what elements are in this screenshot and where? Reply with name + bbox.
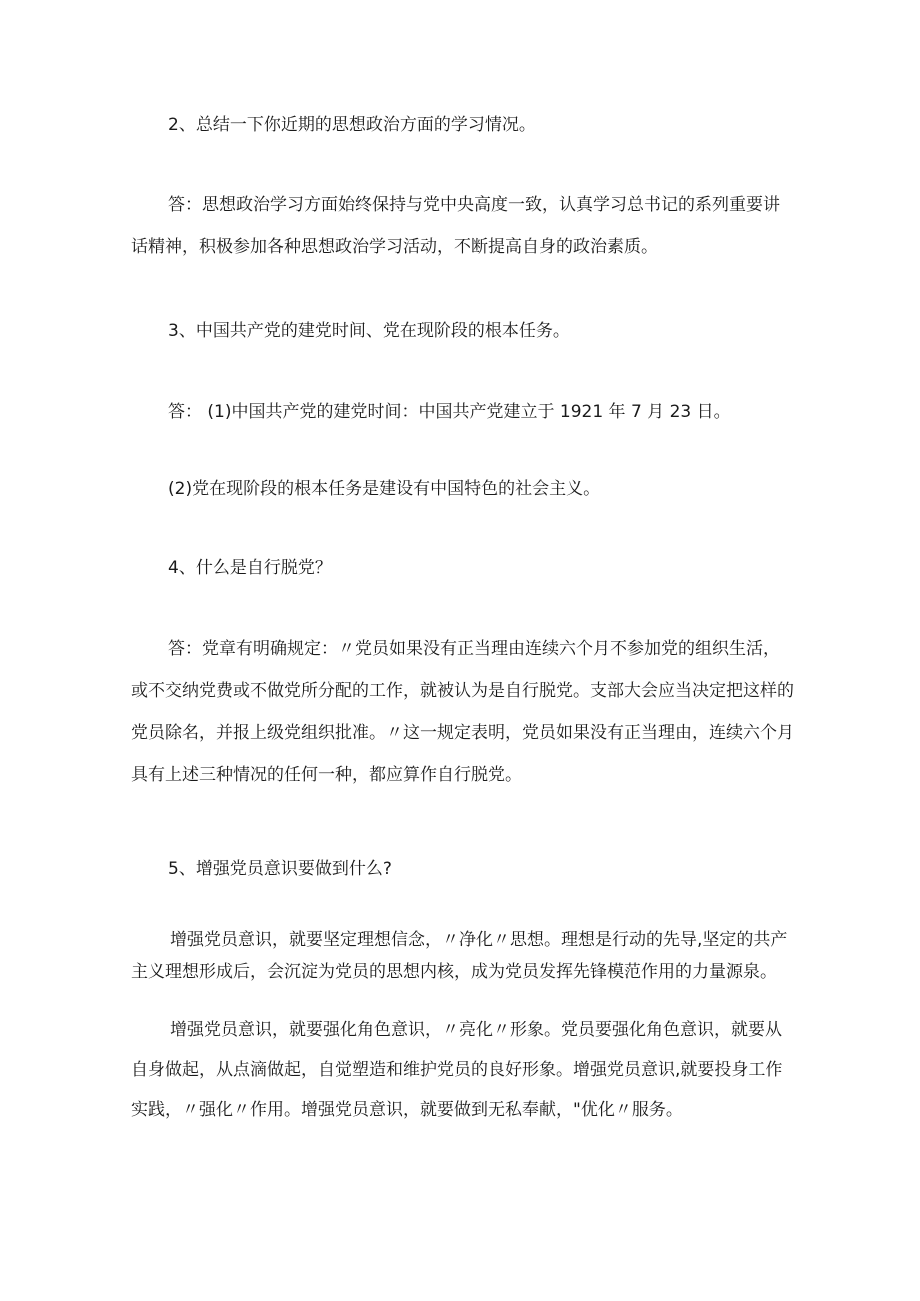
text-line: 话精神，积极参加各种思想政治学习活动，不断提高自身的政治素质。 [131, 237, 658, 257]
text-line: 答：党章有明确规定：〃党员如果没有正当理由连续六个月不参加党的组织生活， [168, 639, 780, 659]
question-2 [131, 110, 791, 140]
text-line: 3、中国共产党的建党时间、党在现阶段的根本任务。 [168, 321, 570, 341]
text-line: 实践，〃强化〃作用。增强党员意识，就要做到无私奉献，"优化〃服务。 [131, 1100, 683, 1120]
answer-5-part-1 [131, 925, 791, 987]
text-line: 4、什么是自行脱党？ [168, 558, 332, 578]
text-line: 5、增强党员意识要做到什么? [168, 859, 392, 879]
text-line: 主义理想形成后，会沉淀为党员的思想内核，成为党员发挥先锋模范作用的力量源泉。 [131, 962, 777, 982]
answer-2 [131, 190, 791, 262]
text-line: 自身做起，从点滴做起，自觉塑造和维护党员的良好形象。增强党员意识,就要投身工作 [131, 1060, 783, 1080]
answer-4 [131, 634, 794, 790]
text-line: 或不交纳党费或不做党所分配的工作，就被认为是自行脱党。支部大会应当决定把这样的 [131, 681, 794, 701]
text-line: 增强党员意识，就要坚定理想信念，〃净化〃思想。理想是行动的先导,坚定的共产 [170, 930, 788, 950]
text-line: 具有上述三种情况的任何一种，都应算作自行脱党。 [131, 765, 522, 785]
text-line: 答：思想政治学习方面始终保持与党中央高度一致，认真学习总书记的系列重要讲 [168, 195, 780, 215]
question-3 [131, 316, 791, 346]
answer-3-part-1 [131, 397, 791, 427]
question-5 [131, 854, 791, 884]
answer-3-part-2 [131, 474, 791, 504]
text-line: (2)党在现阶段的根本任务是建设有中国特色的社会主义。 [168, 479, 601, 499]
text-line: 答： (1)中国共产党的建党时间：中国共产党建立于 1921 年 7 月 23 日。 [168, 402, 731, 422]
text-line: 2、总结一下你近期的思想政治方面的学习情况。 [168, 115, 536, 135]
question-4 [131, 553, 791, 583]
answer-5-part-2 [131, 1015, 791, 1125]
text-line: 党员除名，并报上级党组织批准。〃这一规定表明，党员如果没有正当理由，连续六个月 [131, 723, 794, 743]
text-line: 增强党员意识，就要强化角色意识，〃亮化〃形象。党员要强化角色意识，就要从 [170, 1020, 782, 1040]
